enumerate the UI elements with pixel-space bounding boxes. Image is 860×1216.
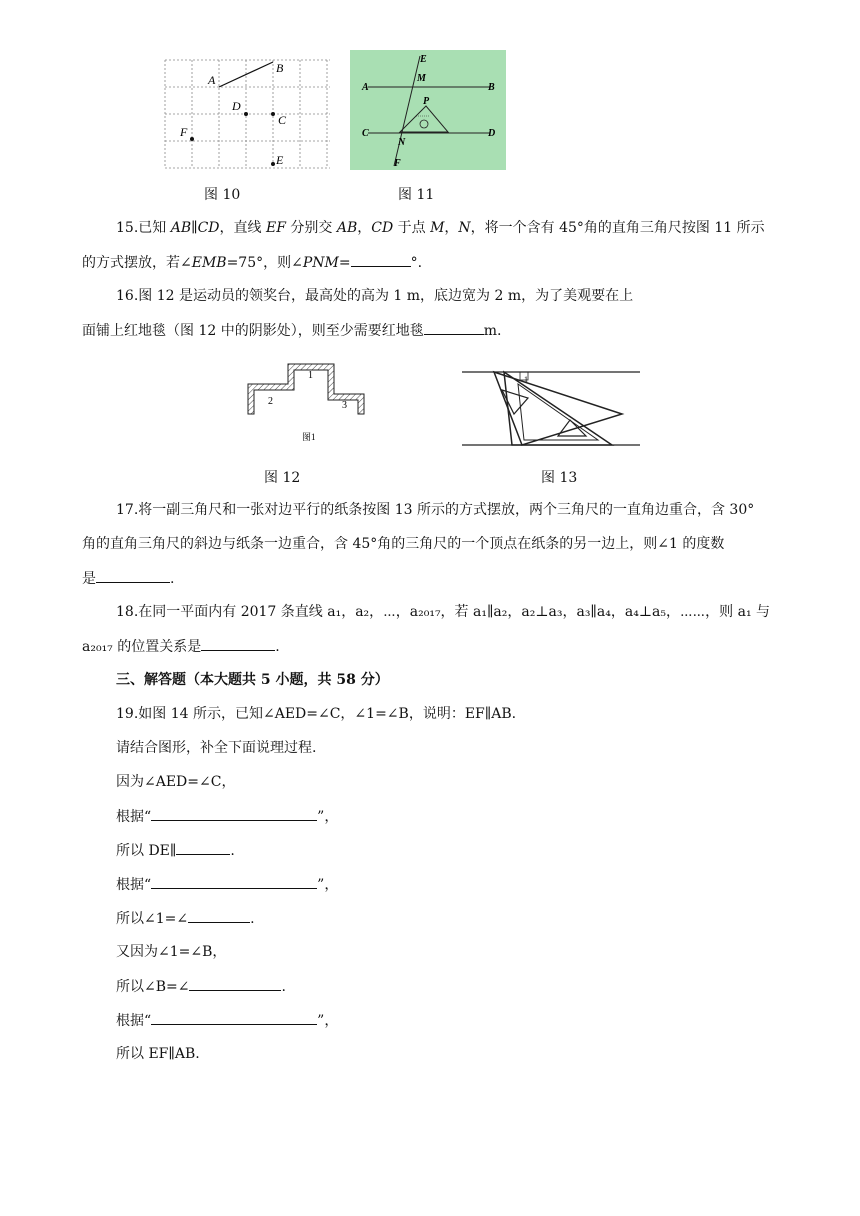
- svg-text:图1: 图1: [302, 432, 316, 442]
- q15-answer-blank[interactable]: [351, 252, 411, 267]
- label-a: A: [208, 73, 216, 87]
- q17-line2: 角的直角三角尺的斜边与纸条一边重合，含 45°角的三角尺的一个顶点在纸条的另一边上，则∠1 的度数: [82, 536, 725, 552]
- figure-10-caption: 图 10: [204, 187, 241, 203]
- q19-line10: 根据“ ”，: [116, 1010, 338, 1031]
- q19-blank-6[interactable]: [151, 1010, 317, 1025]
- point-d: [244, 112, 248, 116]
- q16-answer-blank[interactable]: [424, 320, 484, 335]
- q19-blank-4[interactable]: [188, 908, 250, 923]
- svg-text:1: 1: [308, 370, 313, 381]
- q19-blank-3[interactable]: [151, 874, 317, 889]
- q19-blank-1[interactable]: [151, 806, 317, 821]
- label-d: D: [232, 99, 241, 113]
- figure-11-caption: 图 11: [398, 187, 435, 203]
- q19-blank-2[interactable]: [176, 840, 230, 855]
- figure-13-strip: [462, 366, 640, 452]
- q19-blank-5[interactable]: [189, 976, 281, 991]
- q18-line2: a₂₀₁₇ 的位置关系是 .: [82, 636, 280, 657]
- q19-line7: 所以∠1=∠ .: [116, 908, 255, 929]
- figure-12-caption: 图 12: [264, 470, 301, 486]
- section-heading: 三、解答题（本大题共 5 小题，共 58 分）: [116, 672, 389, 688]
- q19-line9: 所以∠B=∠ .: [116, 976, 286, 997]
- figure-10-grid: [160, 58, 335, 170]
- figure-11-diagram: [350, 50, 506, 170]
- q19-line4: 根据“ ”，: [116, 806, 338, 827]
- q17-answer-blank[interactable]: [96, 568, 170, 583]
- svg-text:N: N: [398, 137, 406, 148]
- q15-line1: 15.已知 AB∥CD，直线 EF 分别交 AB，CD 于点 M，N，将一个含有 45°角的直角三角尺按图 11 所示: [116, 220, 765, 236]
- figure-13-caption: 图 13: [541, 470, 578, 486]
- svg-text:M: M: [417, 73, 426, 84]
- label-b: B: [276, 61, 284, 75]
- label-c: C: [278, 113, 287, 127]
- svg-text:A: A: [362, 82, 369, 93]
- svg-text:F: F: [394, 158, 401, 169]
- q18-answer-blank[interactable]: [201, 636, 275, 651]
- point-c: [271, 112, 275, 116]
- q19-line3: 因为∠AED=∠C，: [116, 774, 236, 790]
- q15-line2: 的方式摆放，若∠EMB=75°，则∠PNM= °.: [82, 252, 422, 273]
- svg-text:1: 1: [524, 375, 528, 384]
- svg-text:D: D: [488, 128, 496, 139]
- svg-text:C: C: [362, 128, 369, 139]
- q17-line1: 17.将一副三角尺和一张对边平行的纸条按图 13 所示的方式摆放，两个三角尺的一直角边重合，含 30°: [116, 502, 755, 518]
- q19-line2: 请结合图形，补全下面说理过程.: [116, 740, 317, 756]
- label-e: E: [276, 153, 284, 167]
- q16-line2: 面铺上红地毯（图 12 中的阴影处），则至少需要红地毯 m.: [82, 320, 501, 341]
- svg-text:B: B: [488, 82, 495, 93]
- q19-line1: 19.如图 14 所示，已知∠AED=∠C，∠1=∠B，说明：EF∥AB.: [116, 706, 517, 722]
- label-f: F: [180, 125, 188, 139]
- q18-line1: 18.在同一平面内有 2017 条直线 a₁，a₂，⋯，a₂₀₁₇，若 a₁∥a₂，a₂⊥a₃，a₃∥a₄，a₄⊥a₅，⋯⋯，则 a₁ 与: [116, 604, 771, 620]
- q16-line1: 16.图 12 是运动员的领奖台，最高处的高为 1 m，底边宽为 2 m，为了美观要在上: [116, 288, 634, 304]
- q19-line8: 又因为∠1=∠B，: [116, 944, 227, 960]
- q19-line5: 所以 DE∥ .: [116, 840, 235, 861]
- figure-12-podium: [246, 362, 366, 447]
- point-f: [190, 137, 194, 141]
- svg-text:2: 2: [268, 396, 273, 407]
- svg-text:3: 3: [342, 400, 347, 411]
- q17-line3: 是 .: [82, 568, 174, 589]
- svg-text:P: P: [423, 96, 430, 107]
- q19-line11: 所以 EF∥AB.: [116, 1046, 200, 1062]
- q19-line6: 根据“ ”，: [116, 874, 338, 895]
- point-e: [271, 162, 275, 166]
- svg-text:E: E: [420, 54, 427, 65]
